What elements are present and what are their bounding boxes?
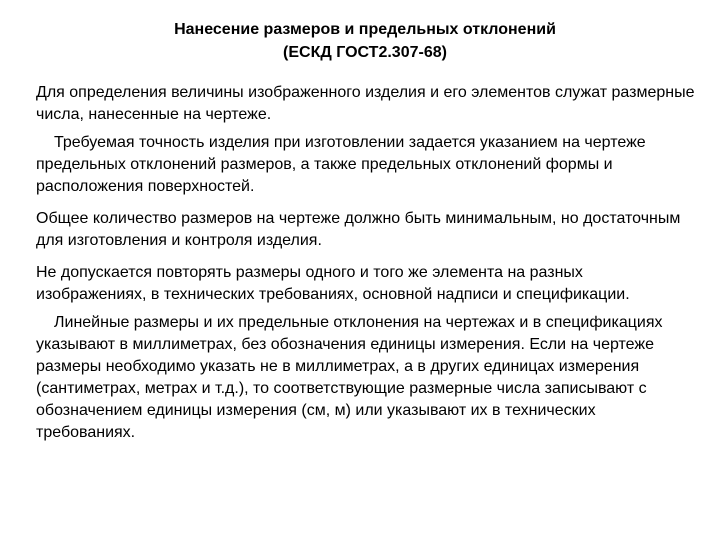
paragraph-required-accuracy: Требуемая точность изделия при изготовлении задается указанием на чертеже предельных отклонений размеров, а также предельных отклонений формы и расположения поверхностей.	[36, 134, 646, 195]
slide-title	[100, 18, 630, 64]
title-line-2: (ЕСКД ГОСТ2.307-68)	[283, 44, 447, 61]
paragraph-dimension-numbers: Для определения величины изображенного изделия и его элементов служат размерные числа, нанесенные на чертеже.	[36, 84, 695, 123]
title-line-1: Нанесение размеров и предельных отклонений	[174, 21, 556, 38]
slide-body	[36, 82, 696, 444]
paragraph-dimension-count: Общее количество размеров на чертеже должно быть минимальным, но достаточным для изготовления и контроля изделия.	[36, 210, 681, 249]
paragraph-no-repeat: Не допускается повторять размеры одного и того же элемента на разных изображениях, в технических требованиях, основной надписи и спецификации.	[36, 264, 630, 303]
paragraph-linear-dimensions: Линейные размеры и их предельные отклонения на чертежах и в спецификациях указывают в миллиметрах, без обозначения единицы измерения. Если на чертеже размеры необходимо указать не в миллиметрах, а в других единицах измерения (сантиметрах, метрах и т.д.), то соответствующие размерные числа записывают с обозначением единицы измерения (см, м) или указывают их в технических требованиях.	[36, 314, 663, 441]
